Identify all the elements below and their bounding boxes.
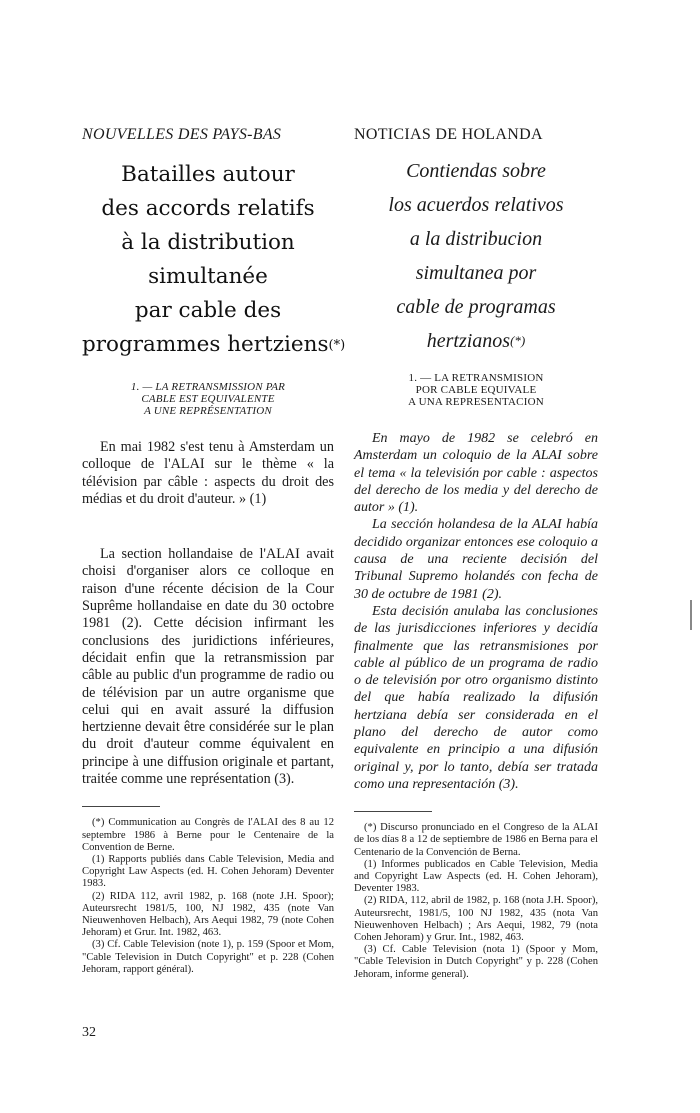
footnote: (2) RIDA 112, avril 1982, p. 168 (note J.H. Spoor); Auteursrecht 1981/5, 100, NJ 1982, 435 (note Van Nieuwenhoven Helbach), Ars Aequi 1982, 79 (note Cohen Jehoram) et Grur. Int. 1982, 463. [82,890,334,939]
footnote: (*) Discurso pronunciado en el Congreso de la ALAI de los días 8 a 12 de septiembre de 1986 en Berna para el Centenario de la Convención de Berna. [354,822,598,858]
paragraph: La section hollandaise de l'ALAI avait choisi d'organiser alors ce colloque en raison d'une récente décision de la Cour Suprême hollandaise en date du 30 octobre 1981 (2). Cette décision infirmant les conclusions des juridictions inférieures, décidait enfin que la retransmission par câble au public d'un programme de radio ou de télévision par un autre organisme que celui qui en avait assuré la diffusion hertzienne devait être considérée sur le plan du droit d'auteur comme équivalent en principe à une diffusion originale et partant, traitée comme une représentation (3). [82,546,334,788]
footnote: (3) Cf. Cable Television (note 1), p. 159 (Spoor et Mom, "Cable Television in Dutch Copyright" et p. 228 (Cohen Jehoram, rapport général). [82,939,334,975]
article-title-spanish [354,154,598,358]
footnote: (2) RIDA, 112, abril de 1982, p. 168 (nota J.H. Spoor), Auteursrecht, 1981/5, 100 NJ 1982, 435 (nota Van Nieuwenhoven Helbach) ; Ars Aequi, 1982, 79 (nota Cohen Jehoram) y Grur. Int., 1982, 463. [354,895,598,944]
title-line-text: programmes hertziens [82,332,329,357]
french-column [82,126,346,976]
title-line-last [354,324,598,358]
running-head-french: NOUVELLES DES PAYS-BAS [82,126,282,143]
footnote-mark: (*) [510,333,526,348]
section-heading-french [82,381,334,417]
section-heading-line: A UNA REPRESENTACION [408,396,544,408]
paragraph: En mai 1982 s'est tenu à Amsterdam un colloque de l'ALAI sur le thème « la télévision par câble : aspects du droit des médias et du droit d'auteur. » (1) [82,439,334,507]
title-line: à la distribution [121,230,295,255]
article-title-french [82,158,346,363]
title-line: Contiendas sobre [406,160,546,182]
footnote: (*) Communication au Congrès de l'ALAI des 8 au 12 septembre 1986 à Berne pour le Centenaire de la Convention de Berne. [82,817,334,853]
title-line: los acuerdos relativos [388,194,564,216]
paragraph-gap [82,508,334,546]
title-line: par cable des [134,298,282,323]
title-line: simultanea por [415,262,537,284]
title-line: Batailles autour [121,162,295,187]
footnote-separator [354,811,432,812]
running-head-spanish: NOTICIAS DE HOLANDA [354,126,543,143]
title-line: des accords relatifs [101,196,315,221]
footnote: (1) Informes publicados en Cable Television, Media and Copyright Law Aspects (ed. H. Cohen Jehoram), Deventer 1983. [354,858,598,895]
paragraph: En mayo de 1982 se celebró en Amsterdam un coloquio de la ALAI sobre el tema « la televisión por cable : aspectos del derecho de los media y del derecho de autor » (1). [354,431,598,516]
title-line-last [82,328,346,363]
footnote-mark: (*) [328,338,346,353]
title-line: simultanée [148,264,268,289]
section-heading-spanish [354,372,598,408]
page-number: 32 [82,1025,96,1040]
title-line: a la distribucion [409,228,543,250]
footnote: (3) Cf. Cable Television (nota 1) (Spoor y Mom, "Cable Television in Dutch Copyright" y p. 228 (Cohen Jehoram, informe general). [354,944,598,980]
paragraph: Esta decisión anulaba las conclusiones de las jurisdicciones inferiores y decidía finalmente que las retransmisiones por cable al público de un programa de radio o de televisión por otro organismo distinto del que había realizado la difusión hertziana debía ser considerada en el plano del derecho de autor como equivalente en principio a una difusión original y, por lo tanto, debía ser tratada como una representación (3). [354,603,598,792]
section-heading-line: POR CABLE EQUIVALE [415,384,537,396]
paragraph: La sección holandesa de la ALAI había decidido organizar entonces ese coloquio a causa de una reciente decisión del Tribunal Supremo holandés con fecha de 30 de octubre de 1981 (2). [354,517,598,602]
margin-mark [690,600,692,630]
top-border [0,0,700,2]
footnote-separator [82,806,160,807]
section-heading-line: 1. — LA RETRANSMISSION PAR [130,381,286,393]
section-heading-line: 1. — LA RETRANSMISION [408,372,544,384]
title-line-text: hertzianos [426,330,511,352]
spanish-column [354,126,598,981]
section-heading-line: CABLE EST EQUIVALENTE [141,393,275,405]
footnote: (1) Rapports publiés dans Cable Television, Media and Copyright Law Aspects (ed. H. Cohen Jehoram) Deventer 1983. [82,853,334,890]
title-line: cable de programas [396,296,556,318]
section-heading-line: A UNE REPRÉSENTATION [144,405,272,417]
